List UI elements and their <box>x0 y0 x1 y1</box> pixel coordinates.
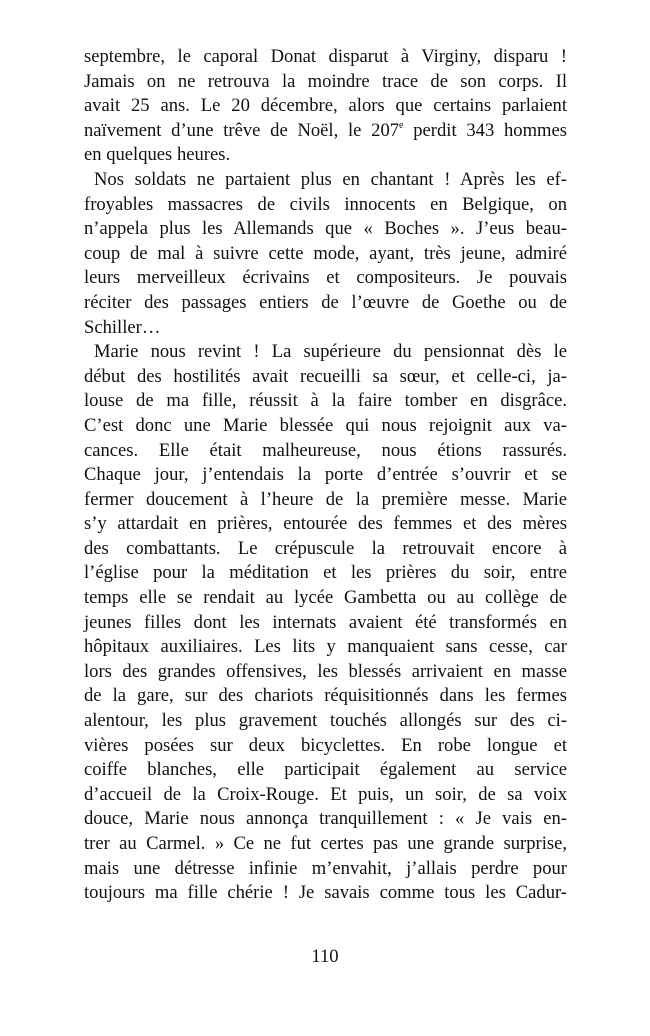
text-line: froyables massacres de civils innocents en Belgique, on <box>84 193 567 215</box>
text-line: Nos soldats ne partaient plus en chantant ! Après les ef- <box>94 168 567 190</box>
text-line: des combattants. Le crépuscule la retrouvait encore à <box>84 537 567 559</box>
text-line: l’église pour la méditation et les prières du soir, entre <box>84 562 567 584</box>
text-line: C’est donc une Marie blessée qui nous rejoignit aux va- <box>84 414 567 436</box>
text-line <box>84 119 567 144</box>
text-line: fermer doucement à l’heure de la première messe. Marie <box>84 488 567 510</box>
text-line: Jamais on ne retrouva la moindre trace de son corps. Il <box>84 70 567 92</box>
text-line: Chaque jour, j’entendais la porte d’entrée s’ouvrir et se <box>84 464 567 486</box>
paragraph-3 <box>84 340 567 906</box>
text-line: Schiller… <box>84 316 161 338</box>
text-fragment: perdit 343 hommes <box>403 119 567 141</box>
text-line: n’appela plus les Allemands que « Boches ». J’eus beau- <box>84 218 567 240</box>
text-fragment: naïvement d’une trêve de Noël, le 207 <box>84 119 400 141</box>
text-line: début des hostilités avait recueilli sa sœur, et celle-ci, ja- <box>84 365 567 387</box>
page-number: 110 <box>311 946 339 967</box>
text-line: jeunes filles dont les internats avaient été transformés en <box>84 611 567 633</box>
text-line: septembre, le caporal Donat disparut à Virginy, disparu ! <box>84 46 567 67</box>
text-line: coup de mal à suivre cette mode, ayant, très jeune, admiré <box>84 242 567 264</box>
text-line: avait 25 ans. Le 20 décembre, alors que certains parlaient <box>84 95 567 117</box>
page-body <box>84 45 567 906</box>
paragraph-2 <box>84 168 567 340</box>
text-line: trer au Carmel. » Ce ne fut certes pas une grande surprise, <box>84 833 567 854</box>
text-line: coiffe blanches, elle participait également au service <box>84 759 567 781</box>
text-line: temps elle se rendait au lycée Gambetta ou au collège de <box>84 587 567 609</box>
text-line: de la gare, sur des chariots réquisitionnés dans les fermes <box>84 685 567 707</box>
text-line: leurs merveilleux écrivains et compositeurs. Je pouvais <box>84 267 567 289</box>
superscript: e <box>399 119 404 131</box>
text-line: Marie nous revint ! La supérieure du pensionnat dès le <box>94 341 567 363</box>
text-line: s’y attardait en prières, entourée des femmes et des mères <box>84 513 567 535</box>
text-line: toujours ma fille chérie ! Je savais comme tous les Cadur- <box>84 882 567 904</box>
text-line: en quelques heures. <box>84 144 231 166</box>
text-line: douce, Marie nous annonça tranquillement : « Je vais en- <box>84 808 567 830</box>
text-line: réciter des passages entiers de l’œuvre de Goethe ou de <box>84 291 567 313</box>
text-line: hôpitaux auxiliaires. Les lits y manquaient sans cesse, car <box>84 636 567 658</box>
text-line: d’accueil de la Croix-Rouge. Et puis, un soir, de sa voix <box>84 783 567 805</box>
text-line: louse de ma fille, réussit à la faire tomber en disgrâce. <box>84 390 567 412</box>
text-line: vières posées sur deux bicyclettes. En robe longue et <box>84 734 567 756</box>
text-line: mais une détresse infinie m’envahit, j’allais perdre pour <box>84 857 567 879</box>
paragraph-1 <box>84 45 567 168</box>
text-line: cances. Elle était malheureuse, nous étions rassurés. <box>84 439 567 461</box>
text-line: lors des grandes offensives, les blessés arrivaient en masse <box>84 660 567 682</box>
text-line: alentour, les plus gravement touchés allongés sur des ci- <box>84 710 567 732</box>
